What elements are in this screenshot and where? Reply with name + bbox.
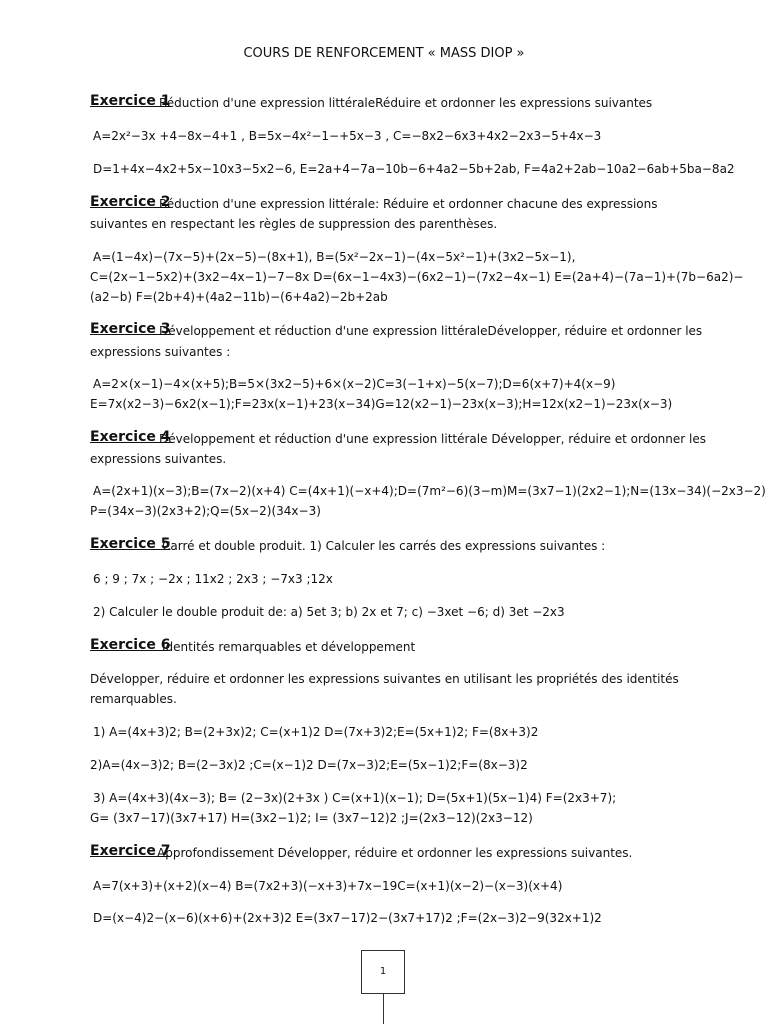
- exercise-2-line-1: suivantes en respectant les règles de suppression des parenthèses.: [90, 217, 498, 231]
- page-number: 1: [379, 966, 387, 977]
- exercise-2-heading: Exercice 2: [90, 194, 171, 210]
- exercise-1-heading: Exercice 1: [90, 93, 171, 109]
- exercise-6-line-1: Développer, réduire et ordonner les expressions suivantes en utilisant les propriétés des identités: [90, 672, 679, 686]
- exercise-1-line-0: Réduction d'une expression littéraleRéduire et ordonner les expressions suivantes: [159, 96, 653, 110]
- exercise-1-line-2: D=1+4x−4x2+5x−10x3−5x2−6, E=2a+4−7a−10b−6+4a2−5b+2ab, F=4a2+2ab−10a2−6ab+5ba−8a2: [93, 162, 735, 176]
- page-number-box: [361, 950, 405, 994]
- exercise-2-line-3: C=(2x−1−5x2)+(3x2−4x−1)−7−8x D=(6x−1−4x3)−(6x2−1)−(7x2−4x−1) E=(2a+4)−(7a−1)+(7b−6a2)−: [90, 270, 744, 284]
- exercise-4-line-1: expressions suivantes.: [90, 452, 227, 466]
- exercise-5-heading: Exercice 5: [90, 536, 171, 552]
- footer-divider-line: [383, 994, 384, 1024]
- exercise-4-line-3: P=(34x−3)(2x3+2);Q=(5x−2)(34x−3): [90, 504, 321, 518]
- exercise-6-line-0: Identités remarquables et développement: [162, 640, 416, 654]
- exercise-6-line-3: 1) A=(4x+3)2; B=(2+3x)2; C=(x+1)2 D=(7x+3)2;E=(5x+1)2; F=(8x+3)2: [93, 725, 539, 739]
- exercise-6-line-4: 2)A=(4x−3)2; B=(2−3x)2 ;C=(x−1)2 D=(7x−3)2;E=(5x−1)2;F=(8x−3)2: [90, 758, 528, 772]
- exercise-4-line-2: A=(2x+1)(x−3);B=(7x−2)(x+4) C=(4x+1)(−x+4);D=(7m²−6)(3−m)M=(3x7−1)(2x2−1);N=(13x−34)(−2x3−2): [93, 484, 766, 498]
- exercise-6-heading: Exercice 6: [90, 637, 171, 653]
- page-title: COURS DE RENFORCEMENT « MASS DIOP »: [243, 46, 525, 61]
- exercise-6-line-2: remarquables.: [90, 692, 177, 706]
- exercise-7-line-2: D=(x−4)2−(x−6)(x+6)+(2x+3)2 E=(3x7−17)2−(3x7+17)2 ;F=(2x−3)2−9(32x+1)2: [93, 911, 602, 925]
- exercise-7-heading: Exercice 7: [90, 843, 171, 859]
- exercise-1-line-1: A=2x²−3x +4−8x−4+1 , B=5x−4x²−1−+5x−3 , C=−8x2−6x3+4x2−2x3−5+4x−3: [93, 129, 602, 143]
- exercise-3-line-1: expressions suivantes :: [90, 345, 231, 359]
- exercise-2-line-4: (a2−b) F=(2b+4)+(4a2−11b)−(6+4a2)−2b+2ab: [90, 290, 388, 304]
- exercise-4-line-0: Développement et réduction d'une expression littérale Développer, réduire et ordonner les: [159, 432, 706, 446]
- exercise-7-line-0: Approfondissement Développer, réduire et ordonner les expressions suivantes.: [157, 846, 633, 860]
- exercise-6-line-6: G= (3x7−17)(3x7+17) H=(3x2−1)2; I= (3x7−12)2 ;J=(2x3−12)(2x3−12): [90, 811, 533, 825]
- exercise-3-line-3: E=7x(x2−3)−6x2(x−1);F=23x(x−1)+23(x−34)G=12(x2−1)−23x(x−3);H=12x(x2−1)−23x(x−3): [90, 397, 673, 411]
- exercise-7-line-1: A=7(x+3)+(x+2)(x−4) B=(7x2+3)(−x+3)+7x−19C=(x+1)(x−2)−(x−3)(x+4): [93, 879, 563, 893]
- exercise-4-heading: Exercice 4: [90, 429, 171, 445]
- exercise-3-line-2: A=2×(x−1)−4×(x+5);B=5×(3x2−5)+6×(x−2)C=3(−1+x)−5(x−7);D=6(x+7)+4(x−9): [93, 377, 616, 391]
- exercise-2-line-2: A=(1−4x)−(7x−5)+(2x−5)−(8x+1), B=(5x²−2x−1)−(4x−5x²−1)+(3x2−5x−1),: [93, 250, 576, 264]
- exercise-5-line-1: 6 ; 9 ; 7x ; −2x ; 11x2 ; 2x3 ; −7x3 ;12x: [93, 572, 333, 586]
- exercise-3-line-0: Développement et réduction d'une expression littéraleDévelopper, réduire et ordonner les: [159, 324, 703, 338]
- exercise-2-line-0: Réduction d'une expression littérale: Réduire et ordonner chacune des expressions: [159, 197, 658, 211]
- exercise-6-line-5: 3) A=(4x+3)(4x−3); B= (2−3x)(2+3x ) C=(x+1)(x−1); D=(5x+1)(5x−1)4) F=(2x3+7);: [93, 791, 617, 805]
- exercise-3-heading: Exercice 3: [90, 321, 171, 337]
- exercise-5-line-2: 2) Calculer le double produit de: a) 5et 3; b) 2x et 7; c) −3xet −6; d) 3et −2x3: [93, 605, 565, 619]
- exercise-5-line-0: Carré et double produit. 1) Calculer les carrés des expressions suivantes :: [162, 539, 606, 553]
